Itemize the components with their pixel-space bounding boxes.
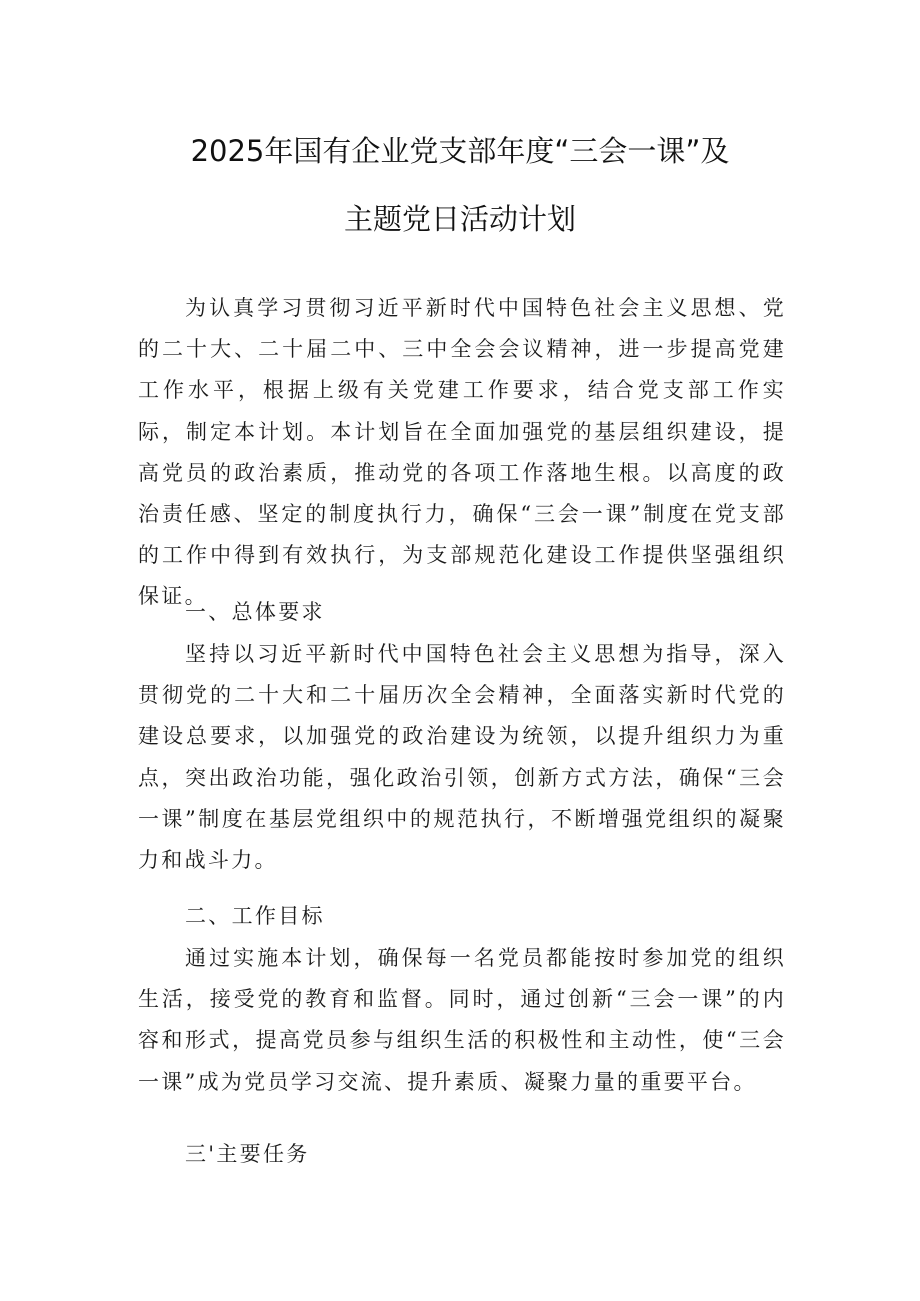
section-1-paragraph: 坚持以习近平新时代中国特色社会主义思想为指导，深入贯彻党的二十大和二十届历次全会精神，全面落实新时代党的建设总要求，以加强党的政治建设为统领，以提升组织力为重点，突出政治功能，强化政治引领，创新方式方法，确保“三会一课”制度在基层党组织中的规范执行，不断增强党组织的凝聚力和战斗力。 xyxy=(138,642,786,873)
document-title-line-1: 2025年国有企业党支部年度“三会一课”及 xyxy=(190,134,730,168)
section-3-heading: 三'主要任务 xyxy=(185,1142,310,1166)
section-1-heading: 一、总体要求 xyxy=(185,600,325,624)
intro-paragraph: 为认真学习贯彻习近平新时代中国特色社会主义思想、党的二十大、二十届二中、三中全会会议精神，进一步提高党建工作水平，根据上级有关党建工作要求，结合党支部工作实际，制定本计划。本计划旨在全面加强党的基层组织建设，提高党员的政治素质，推动党的各项工作落地生根。以高度的政治责任感、坚定的制度执行力，确保“三会一课”制度在党支部的工作中得到有效执行，为支部规范化建设工作提供坚强组织保证。 xyxy=(138,296,786,609)
section-2-paragraph: 通过实施本计划，确保每一名党员都能按时参加党的组织生活，接受党的教育和监督。同时，通过创新“三会一课”的内容和形式，提高党员参与组织生活的积极性和主动性，使“三会一课”成为党员学习交流、提升素质、凝聚力量的重要平台。 xyxy=(138,946,786,1094)
section-2-heading: 二、工作目标 xyxy=(185,904,325,928)
document-title-line-2: 主题党日活动计划 xyxy=(343,202,576,236)
